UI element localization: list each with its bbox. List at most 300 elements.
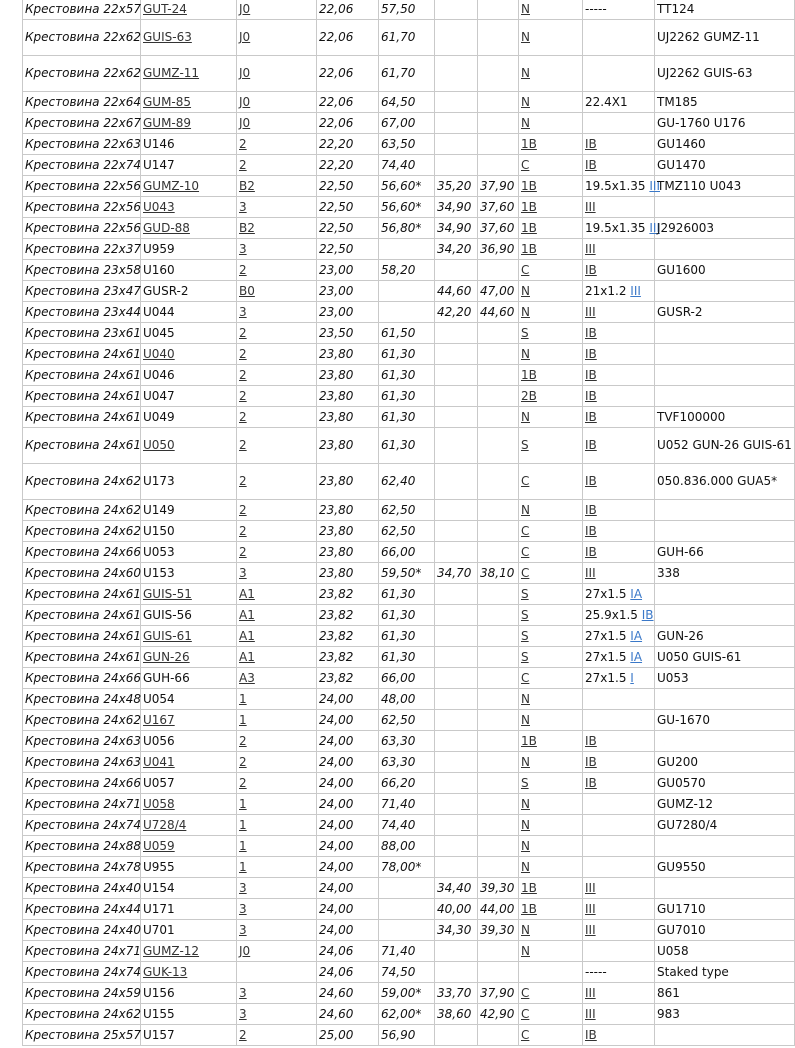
part-type-cell-text[interactable]: 1 bbox=[239, 817, 247, 832]
variant-cell-text[interactable]: 1B bbox=[521, 220, 537, 235]
size-cell-text[interactable]: IB bbox=[585, 325, 597, 340]
diameter-cell-text: 24,00 bbox=[319, 733, 354, 748]
part-type-cell-text[interactable]: 2 bbox=[239, 523, 247, 538]
part-type-cell-text[interactable]: 2 bbox=[239, 136, 247, 151]
part-type-cell-text[interactable]: B2 bbox=[239, 220, 255, 235]
part-name-cell bbox=[23, 920, 141, 941]
table-row bbox=[23, 668, 795, 689]
length-cell-text: 61,30 bbox=[381, 409, 416, 424]
part-type-cell-text[interactable]: 1 bbox=[239, 796, 247, 811]
size-cell bbox=[583, 710, 655, 731]
size-cell bbox=[583, 134, 655, 155]
variant-cell-text[interactable]: S bbox=[521, 775, 529, 790]
analogs-cell bbox=[655, 218, 795, 239]
length-cell-text: 61,70 bbox=[381, 66, 416, 80]
part-code-cell bbox=[141, 1025, 237, 1046]
part-type-cell-text[interactable]: J0 bbox=[239, 1, 251, 16]
length-cell-text: 62,50 bbox=[381, 712, 416, 727]
length-cell-text: 71,40 bbox=[381, 796, 416, 811]
size-grade-link[interactable]: IB bbox=[641, 607, 654, 622]
part-code-cell-text[interactable]: GUM-85 bbox=[143, 94, 192, 109]
diameter-cell bbox=[317, 752, 379, 773]
part-name-cell-text: Крестовина 24x61 bbox=[25, 607, 141, 622]
variant-cell-text[interactable]: N bbox=[521, 30, 530, 44]
analogs-cell-text: GUN-26 bbox=[657, 628, 704, 643]
variant-cell-text[interactable]: C bbox=[521, 1006, 530, 1021]
part-name-cell bbox=[23, 464, 141, 500]
variant-cell-text[interactable]: N bbox=[521, 66, 530, 80]
size-cell-text[interactable]: IB bbox=[585, 1027, 597, 1042]
variant-cell-text[interactable]: S bbox=[521, 607, 529, 622]
part-name-cell-text: Крестовина 22x57 bbox=[25, 1, 141, 16]
analogs-cell bbox=[655, 878, 795, 899]
length-cell bbox=[379, 731, 435, 752]
size-cell-text[interactable]: III bbox=[585, 901, 596, 916]
size-cell-text[interactable]: III bbox=[585, 985, 596, 1000]
part-type-cell-text[interactable]: 2 bbox=[239, 409, 247, 424]
part-type-cell-text[interactable]: 2 bbox=[239, 502, 247, 517]
part-type-cell-text[interactable]: 3 bbox=[239, 241, 247, 256]
part-type-cell-text[interactable]: 2 bbox=[239, 346, 247, 361]
variant-cell-text[interactable]: S bbox=[521, 325, 529, 340]
size-grade-link[interactable]: IA bbox=[630, 586, 643, 601]
part-type-cell-text[interactable]: J0 bbox=[239, 66, 251, 80]
part-type-cell bbox=[237, 500, 317, 521]
length-cell-text: 78,00* bbox=[381, 859, 422, 874]
variant-cell-text[interactable]: C bbox=[521, 262, 530, 277]
part-code-cell-text[interactable]: U041 bbox=[143, 754, 175, 769]
analogs-cell bbox=[655, 500, 795, 521]
size-cell-text[interactable]: III bbox=[585, 241, 596, 256]
length2-cell bbox=[478, 1025, 519, 1046]
part-type-cell-text[interactable]: 3 bbox=[239, 1006, 247, 1021]
variant-cell-text[interactable]: N bbox=[521, 304, 530, 319]
part-name-cell-text: Крестовина 24x48 bbox=[25, 691, 141, 706]
variant-cell-text[interactable]: C bbox=[521, 565, 530, 580]
part-code-cell bbox=[141, 56, 237, 92]
variant-cell-text[interactable]: C bbox=[521, 474, 530, 488]
analogs-cell-text: TVF100000 bbox=[657, 409, 726, 424]
part-type-cell-text[interactable]: A1 bbox=[239, 607, 255, 622]
length2-cell bbox=[478, 668, 519, 689]
table-row bbox=[23, 134, 795, 155]
table-row bbox=[23, 407, 795, 428]
length-cell-text: 59,00* bbox=[381, 985, 422, 1000]
length-cell bbox=[379, 239, 435, 260]
length-cell-text: 62,40 bbox=[381, 474, 416, 488]
part-type-cell-text[interactable]: B0 bbox=[239, 283, 255, 298]
part-name-cell-text: Крестовина 22x74 bbox=[25, 157, 141, 172]
variant-cell-text[interactable]: N bbox=[521, 943, 530, 958]
table-row bbox=[23, 1025, 795, 1046]
variant-cell-text[interactable]: N bbox=[521, 754, 530, 769]
variant-cell-text[interactable]: N bbox=[521, 283, 530, 298]
size-grade-link[interactable]: III bbox=[630, 283, 641, 298]
size-cell-text[interactable]: IB bbox=[585, 775, 597, 790]
variant-cell bbox=[519, 605, 583, 626]
part-name-cell-text: Крестовина 24x74 bbox=[25, 964, 141, 979]
part-code-cell-text[interactable]: GUM-89 bbox=[143, 115, 192, 130]
variant-cell-text[interactable]: N bbox=[521, 838, 530, 853]
part-type-cell-text[interactable]: J0 bbox=[239, 115, 251, 130]
length-cell bbox=[379, 542, 435, 563]
length-cell-text: 66,20 bbox=[381, 775, 416, 790]
part-type-cell bbox=[237, 794, 317, 815]
part-type-cell bbox=[237, 710, 317, 731]
variant-cell-text[interactable]: C bbox=[521, 157, 530, 172]
part-code-cell bbox=[141, 113, 237, 134]
variant-cell-text[interactable]: N bbox=[521, 859, 530, 874]
size-cell-text[interactable]: IB bbox=[585, 754, 597, 769]
part-name-cell bbox=[23, 500, 141, 521]
part-type-cell-text[interactable]: 3 bbox=[239, 565, 247, 580]
size-cell-text: 22.4X1 bbox=[585, 94, 628, 109]
analogs-cell-text: GUH-66 bbox=[657, 544, 704, 559]
analogs-cell bbox=[655, 962, 795, 983]
size-cell-text[interactable]: IB bbox=[585, 136, 597, 151]
variant-cell-text[interactable]: N bbox=[521, 1, 530, 16]
table-row bbox=[23, 941, 795, 962]
analogs-cell bbox=[655, 542, 795, 563]
variant-cell-text[interactable]: 1B bbox=[521, 178, 537, 193]
length1-cell bbox=[435, 878, 478, 899]
size-grade-link[interactable]: III bbox=[649, 178, 660, 193]
size-cell bbox=[583, 542, 655, 563]
size-cell bbox=[583, 941, 655, 962]
part-code-cell-text[interactable]: GUN-26 bbox=[143, 649, 190, 664]
size-cell-text[interactable]: III bbox=[585, 199, 596, 214]
length2-cell bbox=[478, 176, 519, 197]
diameter-cell-text: 25,00 bbox=[319, 1027, 354, 1042]
size-cell-text[interactable]: III bbox=[585, 880, 596, 895]
length-cell bbox=[379, 794, 435, 815]
size-cell-text[interactable]: IB bbox=[585, 544, 597, 559]
analogs-cell bbox=[655, 113, 795, 134]
size-cell-text[interactable]: IB bbox=[585, 367, 597, 382]
part-code-cell bbox=[141, 794, 237, 815]
part-type-cell-text[interactable]: 2 bbox=[239, 388, 247, 403]
analogs-cell bbox=[655, 56, 795, 92]
part-code-cell bbox=[141, 134, 237, 155]
part-name-cell-text: Крестовина 24x59 bbox=[25, 985, 141, 1000]
part-code-cell-text[interactable]: GUK-13 bbox=[143, 964, 188, 979]
variant-cell-text[interactable]: N bbox=[521, 94, 530, 109]
size-cell-text[interactable]: IB bbox=[585, 346, 597, 361]
diameter-cell-text: 24,00 bbox=[319, 880, 354, 895]
part-type-cell-text[interactable]: 3 bbox=[239, 985, 247, 1000]
part-type-cell-text[interactable]: 2 bbox=[239, 1027, 247, 1042]
table-row bbox=[23, 815, 795, 836]
size-cell-text[interactable]: IB bbox=[585, 409, 597, 424]
part-code-cell-text[interactable]: U059 bbox=[143, 838, 175, 853]
part-type-cell bbox=[237, 773, 317, 794]
part-name-cell-text: Крестовина 24x61 bbox=[25, 586, 141, 601]
variant-cell-text[interactable]: C bbox=[521, 985, 530, 1000]
size-cell bbox=[583, 428, 655, 464]
length2-cell bbox=[478, 155, 519, 176]
size-cell-text[interactable]: III bbox=[585, 1006, 596, 1021]
part-name-cell-text: Крестовина 22x62 bbox=[25, 30, 141, 44]
size-grade-link[interactable]: III bbox=[649, 220, 660, 235]
variant-cell bbox=[519, 1025, 583, 1046]
part-code-cell-text[interactable]: GUMZ-11 bbox=[143, 66, 200, 80]
length2-cell bbox=[478, 815, 519, 836]
diameter-cell bbox=[317, 239, 379, 260]
variant-cell-text[interactable]: 1B bbox=[521, 733, 537, 748]
variant-cell-text[interactable]: C bbox=[521, 544, 530, 559]
part-code-cell-text[interactable]: GUMZ-12 bbox=[143, 943, 200, 958]
part-code-cell bbox=[141, 92, 237, 113]
analogs-cell bbox=[655, 983, 795, 1004]
part-type-cell-text[interactable]: 2 bbox=[239, 262, 247, 277]
diameter-cell bbox=[317, 605, 379, 626]
length-cell-text: 48,00 bbox=[381, 691, 416, 706]
part-code-cell-text[interactable]: U167 bbox=[143, 712, 175, 727]
variant-cell-text[interactable]: 1B bbox=[521, 199, 537, 214]
variant-cell bbox=[519, 239, 583, 260]
part-type-cell-text[interactable]: 3 bbox=[239, 901, 247, 916]
part-code-cell-text[interactable]: GUIS-61 bbox=[143, 628, 192, 643]
part-code-cell-text[interactable]: U040 bbox=[143, 346, 175, 361]
diameter-cell-text: 23,80 bbox=[319, 523, 354, 538]
size-cell-text[interactable]: IB bbox=[585, 388, 597, 403]
variant-cell-text[interactable]: 1B bbox=[521, 880, 537, 895]
part-name-cell-text: Крестовина 24x62 bbox=[25, 712, 141, 727]
size-cell-text[interactable]: IB bbox=[585, 157, 597, 172]
variant-cell-text[interactable]: S bbox=[521, 438, 529, 452]
length2-cell bbox=[478, 500, 519, 521]
length1-cell-text: 34,70 bbox=[437, 565, 472, 580]
variant-cell-text[interactable]: N bbox=[521, 502, 530, 517]
size-cell-text[interactable]: IB bbox=[585, 523, 597, 538]
length1-cell bbox=[435, 668, 478, 689]
length-cell bbox=[379, 626, 435, 647]
part-type-cell-text[interactable]: A1 bbox=[239, 649, 255, 664]
diameter-cell-text: 22,50 bbox=[319, 199, 354, 214]
part-code-cell-text: U049 bbox=[143, 409, 175, 424]
variant-cell bbox=[519, 983, 583, 1004]
analogs-cell bbox=[655, 857, 795, 878]
table-row bbox=[23, 464, 795, 500]
variant-cell-text[interactable]: N bbox=[521, 691, 530, 706]
part-type-cell-text[interactable]: J0 bbox=[239, 94, 251, 109]
part-type-cell bbox=[237, 113, 317, 134]
part-code-cell-text[interactable]: GUT-24 bbox=[143, 1, 187, 16]
part-name-cell bbox=[23, 239, 141, 260]
length-cell bbox=[379, 689, 435, 710]
variant-cell-text[interactable]: 1B bbox=[521, 901, 537, 916]
diameter-cell-text: 22,06 bbox=[319, 115, 354, 130]
part-code-cell-text: U160 bbox=[143, 262, 175, 277]
part-name-cell bbox=[23, 260, 141, 281]
size-cell-text[interactable]: III bbox=[585, 565, 596, 580]
part-type-cell-text[interactable]: 2 bbox=[239, 367, 247, 382]
length-cell bbox=[379, 386, 435, 407]
length1-cell bbox=[435, 500, 478, 521]
size-cell bbox=[583, 0, 655, 20]
size-cell-text[interactable]: III bbox=[585, 922, 596, 937]
table-row bbox=[23, 563, 795, 584]
part-type-cell-text[interactable]: 3 bbox=[239, 922, 247, 937]
variant-cell-text[interactable]: N bbox=[521, 922, 530, 937]
variant-cell-text[interactable]: N bbox=[521, 409, 530, 424]
part-name-cell bbox=[23, 563, 141, 584]
part-type-cell bbox=[237, 836, 317, 857]
variant-cell-text[interactable]: 1B bbox=[521, 367, 537, 382]
part-code-cell-text[interactable]: U058 bbox=[143, 796, 175, 811]
length-cell-text: 67,00 bbox=[381, 115, 416, 130]
part-code-cell-text[interactable]: GUIS-63 bbox=[143, 30, 192, 44]
part-type-cell bbox=[237, 731, 317, 752]
part-code-cell-text: U147 bbox=[143, 157, 175, 172]
part-type-cell-text[interactable]: J0 bbox=[239, 943, 251, 958]
part-code-cell-text[interactable]: U050 bbox=[143, 438, 175, 452]
part-code-cell-text[interactable]: GUMZ-10 bbox=[143, 178, 200, 193]
size-grade-link[interactable]: I bbox=[630, 670, 634, 685]
part-type-cell-text[interactable]: A1 bbox=[239, 628, 255, 643]
analogs-cell-text: GU-1670 bbox=[657, 712, 710, 727]
part-name-cell-text: Крестовина 24x74 bbox=[25, 817, 141, 832]
part-type-cell-text[interactable]: A3 bbox=[239, 670, 255, 685]
size-cell bbox=[583, 20, 655, 56]
length-cell-text: 61,30 bbox=[381, 346, 416, 361]
part-code-cell-text[interactable]: U728/4 bbox=[143, 817, 187, 832]
diameter-cell-text: 23,82 bbox=[319, 670, 354, 685]
analogs-cell bbox=[655, 407, 795, 428]
size-cell bbox=[583, 689, 655, 710]
length2-cell bbox=[478, 773, 519, 794]
part-type-cell-text[interactable]: 2 bbox=[239, 438, 247, 452]
part-type-cell bbox=[237, 155, 317, 176]
part-type-cell-text[interactable]: 3 bbox=[239, 199, 247, 214]
size-cell bbox=[583, 647, 655, 668]
part-type-cell-text[interactable]: B2 bbox=[239, 178, 255, 193]
variant-cell-text[interactable]: C bbox=[521, 1027, 530, 1042]
variant-cell-text[interactable]: S bbox=[521, 649, 529, 664]
part-type-cell bbox=[237, 899, 317, 920]
part-type-cell-text[interactable]: 2 bbox=[239, 474, 247, 488]
variant-cell-text[interactable]: C bbox=[521, 670, 530, 685]
analogs-cell bbox=[655, 260, 795, 281]
diameter-cell-text: 24,60 bbox=[319, 985, 354, 1000]
part-code-cell bbox=[141, 773, 237, 794]
variant-cell-text[interactable]: N bbox=[521, 796, 530, 811]
part-code-cell-text[interactable]: GUD-88 bbox=[143, 220, 190, 235]
size-cell-text[interactable]: IB bbox=[585, 502, 597, 517]
diameter-cell-text: 24,06 bbox=[319, 943, 354, 958]
table-row bbox=[23, 260, 795, 281]
table-row bbox=[23, 428, 795, 464]
table-row bbox=[23, 983, 795, 1004]
part-type-cell-text[interactable]: 1 bbox=[239, 859, 247, 874]
variant-cell-text[interactable]: N bbox=[521, 115, 530, 130]
part-type-cell-text[interactable]: 3 bbox=[239, 304, 247, 319]
variant-cell-text[interactable]: C bbox=[521, 523, 530, 538]
analogs-cell bbox=[655, 0, 795, 20]
variant-cell-text[interactable]: 2B bbox=[521, 388, 537, 403]
variant-cell-text[interactable]: 1B bbox=[521, 241, 537, 256]
part-type-cell bbox=[237, 239, 317, 260]
size-grade-link[interactable]: IA bbox=[630, 649, 643, 664]
part-type-cell bbox=[237, 56, 317, 92]
part-code-cell-text[interactable]: GUIS-51 bbox=[143, 586, 192, 601]
part-type-cell-text[interactable]: 2 bbox=[239, 544, 247, 559]
size-grade-link[interactable]: IA bbox=[630, 628, 643, 643]
size-cell bbox=[583, 176, 660, 197]
part-type-cell-text[interactable]: A1 bbox=[239, 586, 255, 601]
size-cell-text[interactable]: IB bbox=[585, 262, 597, 277]
length2-cell-text: 39,30 bbox=[480, 922, 515, 937]
part-type-cell-text[interactable]: 1 bbox=[239, 691, 247, 706]
length1-cell-text: 34,90 bbox=[437, 199, 472, 214]
part-type-cell-text[interactable]: 2 bbox=[239, 325, 247, 340]
analogs-cell-text: UJ2262 GUMZ-11 bbox=[657, 30, 760, 44]
variant-cell-text[interactable]: N bbox=[521, 817, 530, 832]
part-type-cell-text[interactable]: 2 bbox=[239, 733, 247, 748]
part-name-cell-text: Крестовина 24x61 bbox=[25, 438, 141, 452]
diameter-cell-text: 24,00 bbox=[319, 817, 354, 832]
variant-cell-text[interactable]: N bbox=[521, 712, 530, 727]
part-name-cell-text: Крестовина 22x64 bbox=[25, 94, 141, 109]
length1-cell bbox=[435, 302, 478, 323]
part-name-cell bbox=[23, 542, 141, 563]
part-name-cell-text: Крестовина 24x71 bbox=[25, 796, 141, 811]
part-type-cell-text[interactable]: 2 bbox=[239, 157, 247, 172]
analogs-cell-text: TMZ110 U043 bbox=[657, 178, 742, 193]
length2-cell bbox=[478, 239, 519, 260]
variant-cell bbox=[519, 962, 583, 983]
diameter-cell bbox=[317, 920, 379, 941]
size-cell-text[interactable]: III bbox=[585, 304, 596, 319]
table-row bbox=[23, 962, 795, 983]
part-type-cell-text[interactable]: 2 bbox=[239, 775, 247, 790]
part-name-cell bbox=[23, 20, 141, 56]
part-type-cell-text[interactable]: 1 bbox=[239, 712, 247, 727]
length1-cell-text: 34,90 bbox=[437, 220, 472, 235]
part-name-cell-text: Крестовина 24x60 bbox=[25, 565, 141, 580]
part-code-cell bbox=[141, 647, 237, 668]
variant-cell-text[interactable]: S bbox=[521, 586, 529, 601]
part-type-cell-text[interactable]: 2 bbox=[239, 754, 247, 769]
variant-cell-text[interactable]: 1B bbox=[521, 136, 537, 151]
part-type-cell bbox=[237, 323, 317, 344]
size-cell bbox=[583, 857, 655, 878]
table-row bbox=[23, 386, 795, 407]
table-row bbox=[23, 521, 795, 542]
part-code-cell-text[interactable]: U043 bbox=[143, 199, 175, 214]
part-type-cell-text[interactable]: 3 bbox=[239, 880, 247, 895]
variant-cell-text[interactable]: S bbox=[521, 628, 529, 643]
part-type-cell bbox=[237, 857, 317, 878]
length-cell bbox=[379, 521, 435, 542]
variant-cell bbox=[519, 56, 583, 92]
table-row bbox=[23, 605, 795, 626]
variant-cell bbox=[519, 197, 583, 218]
part-type-cell-text[interactable]: J0 bbox=[239, 30, 251, 44]
table-row bbox=[23, 920, 795, 941]
diameter-cell bbox=[317, 584, 379, 605]
part-type-cell-text[interactable]: 1 bbox=[239, 838, 247, 853]
size-cell-text[interactable]: IB bbox=[585, 438, 597, 452]
variant-cell-text[interactable]: N bbox=[521, 346, 530, 361]
size-cell-text[interactable]: IB bbox=[585, 474, 597, 488]
size-cell bbox=[583, 197, 655, 218]
analogs-cell-text: U058 bbox=[657, 943, 689, 958]
analogs-cell bbox=[655, 605, 795, 626]
size-cell-text[interactable]: IB bbox=[585, 733, 597, 748]
part-type-cell bbox=[237, 626, 317, 647]
variant-cell bbox=[519, 281, 583, 302]
